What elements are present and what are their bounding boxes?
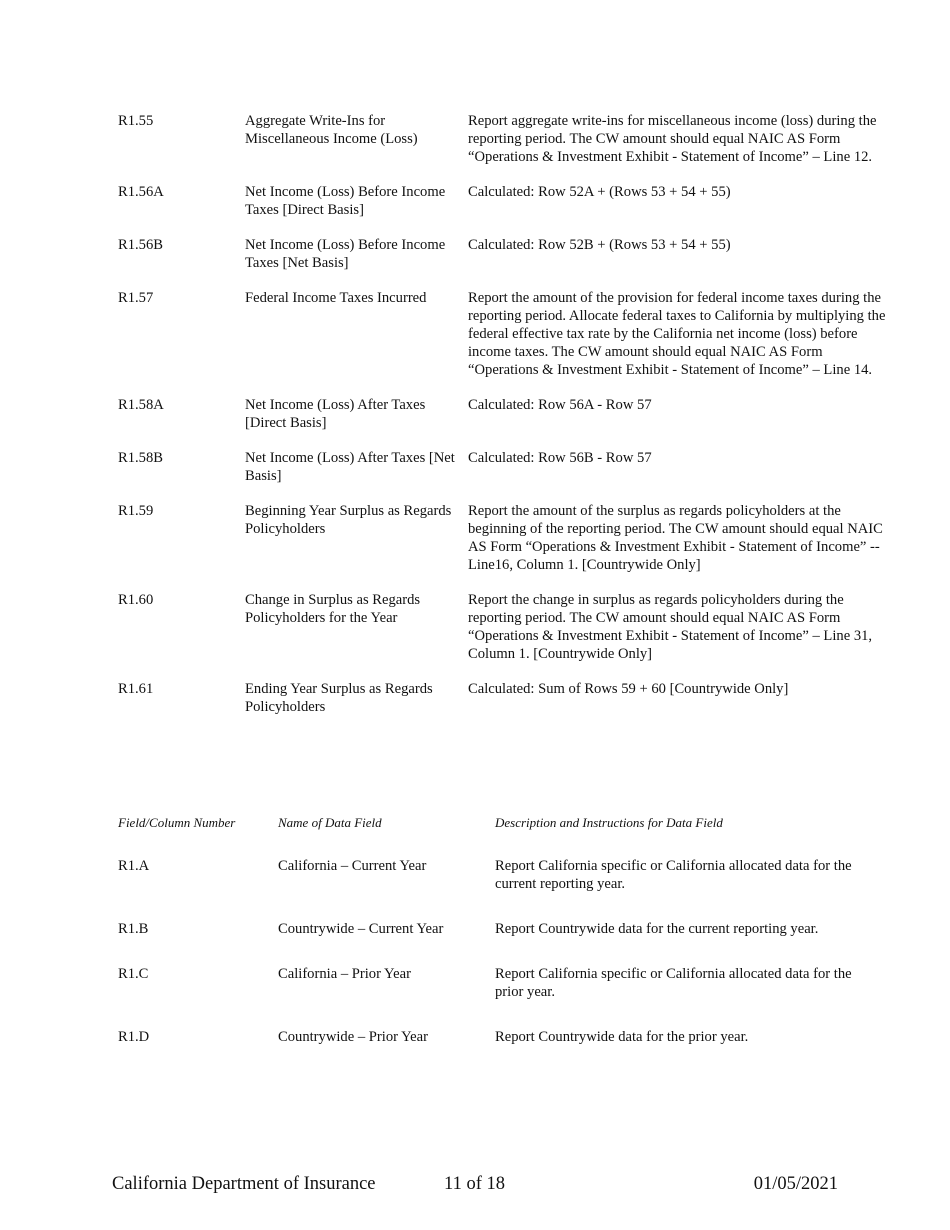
field-number: R1.61 <box>118 681 154 697</box>
field-description: Report the change in surplus as regards policyholders during the reporting period. The CW amount should equal NAIC AS Form “Operations & Investment Exhibit - Statement of Income” – Line 31, Column 1. [Countrywide Only] <box>468 592 873 662</box>
header-name-of-data-field: Name of Data Field <box>278 815 382 830</box>
field-name: Net Income (Loss) After Taxes [Direct Basis] <box>245 397 426 431</box>
field-description: Calculated: Row 56A - Row 57 <box>468 397 652 413</box>
column-description: Report Countrywide data for the current reporting year. <box>495 921 819 937</box>
table-row <box>118 289 898 379</box>
table-row <box>118 396 898 432</box>
field-number: R1.58B <box>118 450 164 466</box>
column-definitions-table <box>118 814 898 1073</box>
page-footer <box>112 1172 838 1196</box>
footer-page-number: 11 of 18 <box>444 1174 505 1194</box>
table-row <box>118 920 898 938</box>
table-row <box>118 502 898 574</box>
table-row <box>118 680 898 716</box>
field-number: R1.58A <box>118 397 164 413</box>
table-row <box>118 1028 898 1046</box>
field-number: R1.56A <box>118 184 164 200</box>
column-number: R1.B <box>118 921 149 937</box>
field-name: Net Income (Loss) Before Income Taxes [Direct Basis] <box>245 184 446 218</box>
field-name: Ending Year Surplus as Regards Policyholders <box>245 681 433 715</box>
header-field-column-number: Field/Column Number <box>118 815 236 830</box>
column-number: R1.D <box>118 1029 150 1045</box>
table-row <box>118 449 898 485</box>
table-row <box>118 236 898 272</box>
table-header <box>118 814 898 832</box>
table-row <box>118 857 898 893</box>
field-name: Aggregate Write-Ins for Miscellaneous Income (Loss) <box>245 113 418 147</box>
table-row <box>118 591 898 663</box>
column-name: California – Current Year <box>278 858 427 874</box>
field-description: Calculated: Sum of Rows 59 + 60 [Countrywide Only] <box>468 681 789 697</box>
field-name: Federal Income Taxes Incurred <box>245 290 427 306</box>
column-name: Countrywide – Current Year <box>278 921 444 937</box>
table-row <box>118 965 898 1001</box>
column-description: Report California specific or California allocated data for the prior year. <box>495 966 852 1000</box>
field-description: Calculated: Row 52B + (Rows 53 + 54 + 55) <box>468 237 731 253</box>
field-description: Report the amount of the surplus as regards policyholders at the beginning of the reporting period. The CW amount should equal NAIC AS Form “Operations & Investment Exhibit - Statement of Income” -- Line16, Column 1. [Countrywide Only] <box>468 503 883 573</box>
column-number: R1.C <box>118 966 149 982</box>
field-description: Report the amount of the provision for federal income taxes during the reporting period. Allocate federal taxes to California by multiplying the federal effective tax rate by the California net income (loss) before income taxes. The CW amount should equal NAIC AS Form “Operations & Investment Exhibit - Statement of Income” – Line 14. <box>468 290 886 378</box>
field-number: R1.55 <box>118 113 154 129</box>
field-name: Net Income (Loss) Before Income Taxes [Net Basis] <box>245 237 446 271</box>
table-row <box>118 183 898 219</box>
field-number: R1.60 <box>118 592 154 608</box>
field-name: Change in Surplus as Regards Policyholders for the Year <box>245 592 421 626</box>
header-description: Description and Instructions for Data Field <box>495 815 723 830</box>
field-description: Calculated: Row 52A + (Rows 53 + 54 + 55) <box>468 184 731 200</box>
row-definitions-table <box>118 112 898 733</box>
field-description: Report aggregate write-ins for miscellaneous income (loss) during the reporting period. The CW amount should equal NAIC AS Form “Operations & Investment Exhibit - Statement of Income” – Line 12. <box>468 113 877 165</box>
footer-date: 01/05/2021 <box>753 1174 838 1194</box>
footer-organization: California Department of Insurance <box>112 1174 376 1194</box>
column-name: Countrywide – Prior Year <box>278 1029 428 1045</box>
column-description: Report Countrywide data for the prior year. <box>495 1029 749 1045</box>
field-description: Calculated: Row 56B - Row 57 <box>468 450 652 466</box>
field-name: Beginning Year Surplus as Regards Policyholders <box>245 503 452 537</box>
field-number: R1.56B <box>118 237 164 253</box>
field-name: Net Income (Loss) After Taxes [Net Basis] <box>245 450 455 484</box>
table-row <box>118 112 898 166</box>
field-number: R1.59 <box>118 503 154 519</box>
column-number: R1.A <box>118 858 150 874</box>
column-name: California – Prior Year <box>278 966 411 982</box>
column-description: Report California specific or California allocated data for the current reporting year. <box>495 858 852 892</box>
field-number: R1.57 <box>118 290 154 306</box>
